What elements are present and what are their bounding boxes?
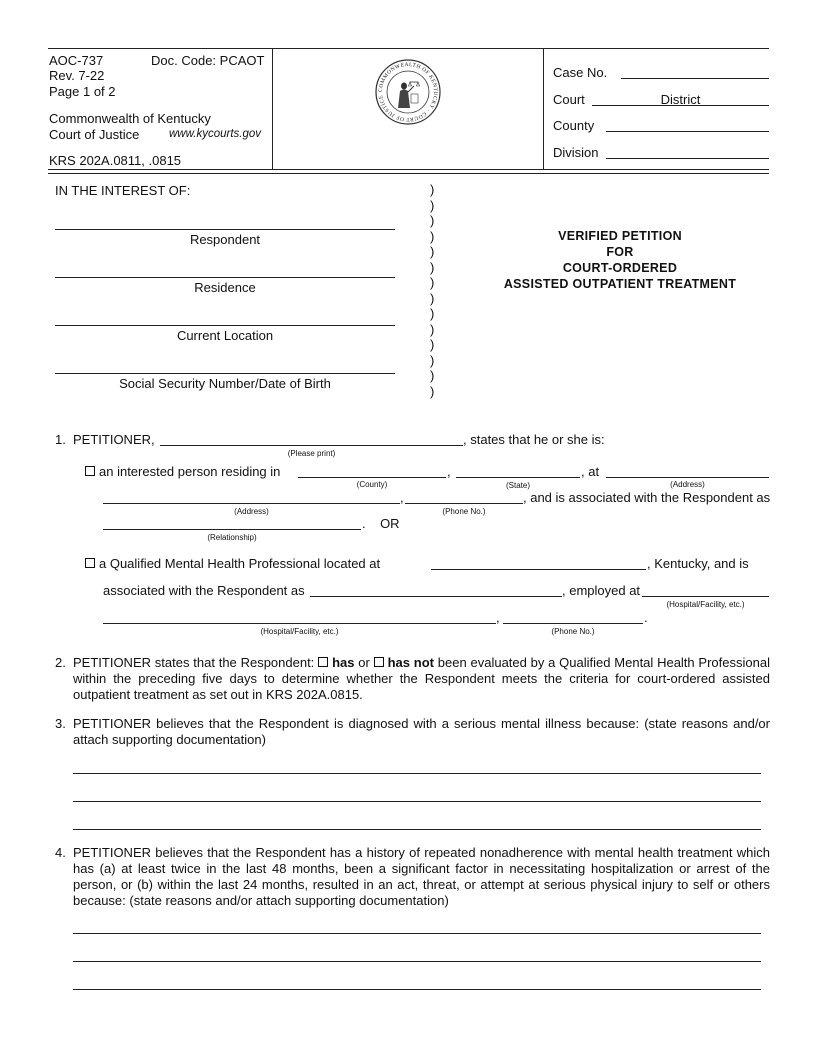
state-residing-field[interactable] [456, 477, 580, 478]
current-location-field[interactable] [55, 325, 395, 326]
section4-text: PETITIONER believes that the Respondent has a history of repeated nonadherence with mental health treatment which has (a) at least twice in the last 48 months, been a significant factor in necessitating hospitalization or arrest of the person, or (b) within the last 24 months, resulted in an act, threat, or attempt at serious physical injury to self or others because: (state reasons and/or attach supporting documentation) [73, 845, 770, 908]
phone-hint-1: (Phone No.) [442, 507, 486, 516]
case-no-label: Case No. [553, 65, 608, 80]
section4-number: 4. [55, 845, 66, 860]
qmhp-checkbox[interactable] [85, 558, 95, 568]
division-label: Division [553, 145, 599, 160]
option-qmhp [85, 556, 380, 571]
interested-person-checkbox[interactable] [85, 466, 95, 476]
comma-1: , [447, 464, 451, 479]
form-number: AOC-737 [49, 53, 104, 68]
address-field-2[interactable] [103, 503, 400, 504]
section3-number: 3. [55, 716, 66, 731]
section3-line-2[interactable] [73, 801, 761, 802]
comma-3: , [496, 610, 500, 625]
court-seal-icon [374, 58, 442, 126]
county-label: County [553, 118, 595, 133]
petitioner-name-field[interactable] [160, 445, 463, 446]
phone-field-1[interactable] [405, 503, 523, 504]
section4-line-2[interactable] [73, 961, 761, 962]
option-interested-person [85, 464, 280, 479]
ssn-dob-label: Social Security Number/Date of Birth [119, 376, 331, 391]
header-bottom-rule-2 [48, 173, 769, 174]
revision: Rev. 7-22 [49, 68, 105, 83]
statute: KRS 202A.0811, .0815 [49, 153, 182, 168]
associated-text: , and is associated with the Respondent as [523, 490, 771, 505]
address-field-1[interactable] [606, 477, 769, 478]
or-text: . OR [362, 516, 400, 531]
county-hint: (County) [356, 480, 388, 489]
petition-title-line-4: ASSISTED OUTPATIENT TREATMENT [503, 277, 737, 291]
current-location-label: Current Location [176, 328, 274, 343]
comma-2: , [400, 490, 404, 505]
states-text: , states that he or she is: [463, 432, 605, 447]
section2-post: been evaluated by a Qualified Mental Health Professional within the preceding five days to determine whether the Respondent meets the criteria for court-ordered assisted outpatient treatment as set out in KRS 202A.0815. [73, 655, 770, 702]
employer-field-2[interactable] [103, 623, 496, 624]
county-residing-field[interactable] [298, 477, 446, 478]
section4-line-1[interactable] [73, 933, 761, 934]
respondent-label: Respondent [189, 232, 261, 247]
section4-line-3[interactable] [73, 989, 761, 990]
associated-as-text: associated with the Respondent as [103, 583, 305, 598]
address-hint-2: (Address) [234, 507, 269, 516]
section2 [55, 655, 770, 703]
court-label: Court [553, 92, 585, 107]
interest-of-label: IN THE INTEREST OF: [55, 183, 191, 198]
section2-text [73, 655, 770, 703]
period-1: . [644, 610, 648, 625]
qmhp-text: a Qualified Mental Health Professional located at [99, 556, 381, 571]
petitioner-label: PETITIONER, [73, 432, 155, 447]
case-no-field[interactable] [621, 78, 769, 79]
qmhp-location-field[interactable] [431, 569, 646, 570]
county-field[interactable] [606, 131, 769, 132]
petition-title-line-2: FOR [606, 245, 634, 259]
employed-at-text: , employed at [562, 583, 641, 598]
has-not-label: has not [387, 655, 435, 670]
section3 [55, 716, 770, 748]
court-value: District [660, 92, 701, 107]
has-label: has [332, 655, 355, 670]
at-label: at [588, 464, 600, 479]
section2-number: 2. [55, 655, 66, 670]
header-divider-left [272, 48, 273, 169]
kentucky-text: , Kentucky, and is [647, 556, 749, 571]
section3-text: PETITIONER believes that the Respondent is diagnosed with a serious mental illness because: (state reasons and/or attach supporting documentation) [73, 716, 770, 747]
section2-or: or [354, 655, 374, 670]
respondent-field[interactable] [55, 229, 395, 230]
caption-bracket: ) ) ) ) ) ) ) ) ) ) ) ) ) ) [430, 182, 435, 399]
division-field[interactable] [606, 158, 769, 159]
commonwealth: Commonwealth of Kentucky [49, 111, 211, 126]
page-number: Page 1 of 2 [49, 84, 116, 99]
interested-person-text: an interested person residing in [99, 464, 281, 479]
association-field[interactable] [310, 596, 562, 597]
section4 [55, 845, 770, 909]
or-label: OR [380, 516, 400, 531]
residence-label: Residence [194, 280, 256, 295]
has-not-checkbox[interactable] [374, 657, 384, 667]
residence-field[interactable] [55, 277, 395, 278]
doc-code: Doc. Code: PCAOT [151, 53, 265, 68]
employer-field-1[interactable] [642, 596, 769, 597]
hospital-hint-1: (Hospital/Facility, etc.) [666, 600, 745, 609]
has-checkbox[interactable] [318, 657, 328, 667]
petition-title-line-1: VERIFIED PETITION [558, 229, 682, 243]
address-hint-1: (Address) [670, 480, 705, 489]
court-of-justice: Court of Justice [49, 127, 140, 142]
header-divider-right [543, 48, 544, 169]
petition-title-line-3: COURT-ORDERED [562, 261, 678, 275]
header-top-rule [48, 48, 769, 49]
state-hint: (State) [505, 481, 530, 490]
header-bottom-rule [48, 169, 769, 170]
seal-text: COMMONWEALTH OF KENTUCKY · COURT OF JUSTICE [377, 61, 439, 123]
section2-pre: PETITIONER states that the Respondent: [73, 655, 319, 670]
phone-hint-2: (Phone No.) [551, 627, 595, 636]
relationship-hint: (Relationship) [207, 533, 257, 542]
hospital-hint-2: (Hospital/Facility, etc.) [260, 627, 339, 636]
relationship-field[interactable] [103, 529, 361, 530]
section3-line-1[interactable] [73, 773, 761, 774]
website[interactable]: www.kycourts.gov [169, 128, 262, 140]
phone-field-2[interactable] [503, 623, 643, 624]
ssn-dob-field[interactable] [55, 373, 395, 374]
please-print-hint: (Please print) [287, 449, 336, 458]
section1-number: 1. [55, 432, 66, 447]
at-text: , at [581, 464, 600, 479]
section3-line-3[interactable] [73, 829, 761, 830]
